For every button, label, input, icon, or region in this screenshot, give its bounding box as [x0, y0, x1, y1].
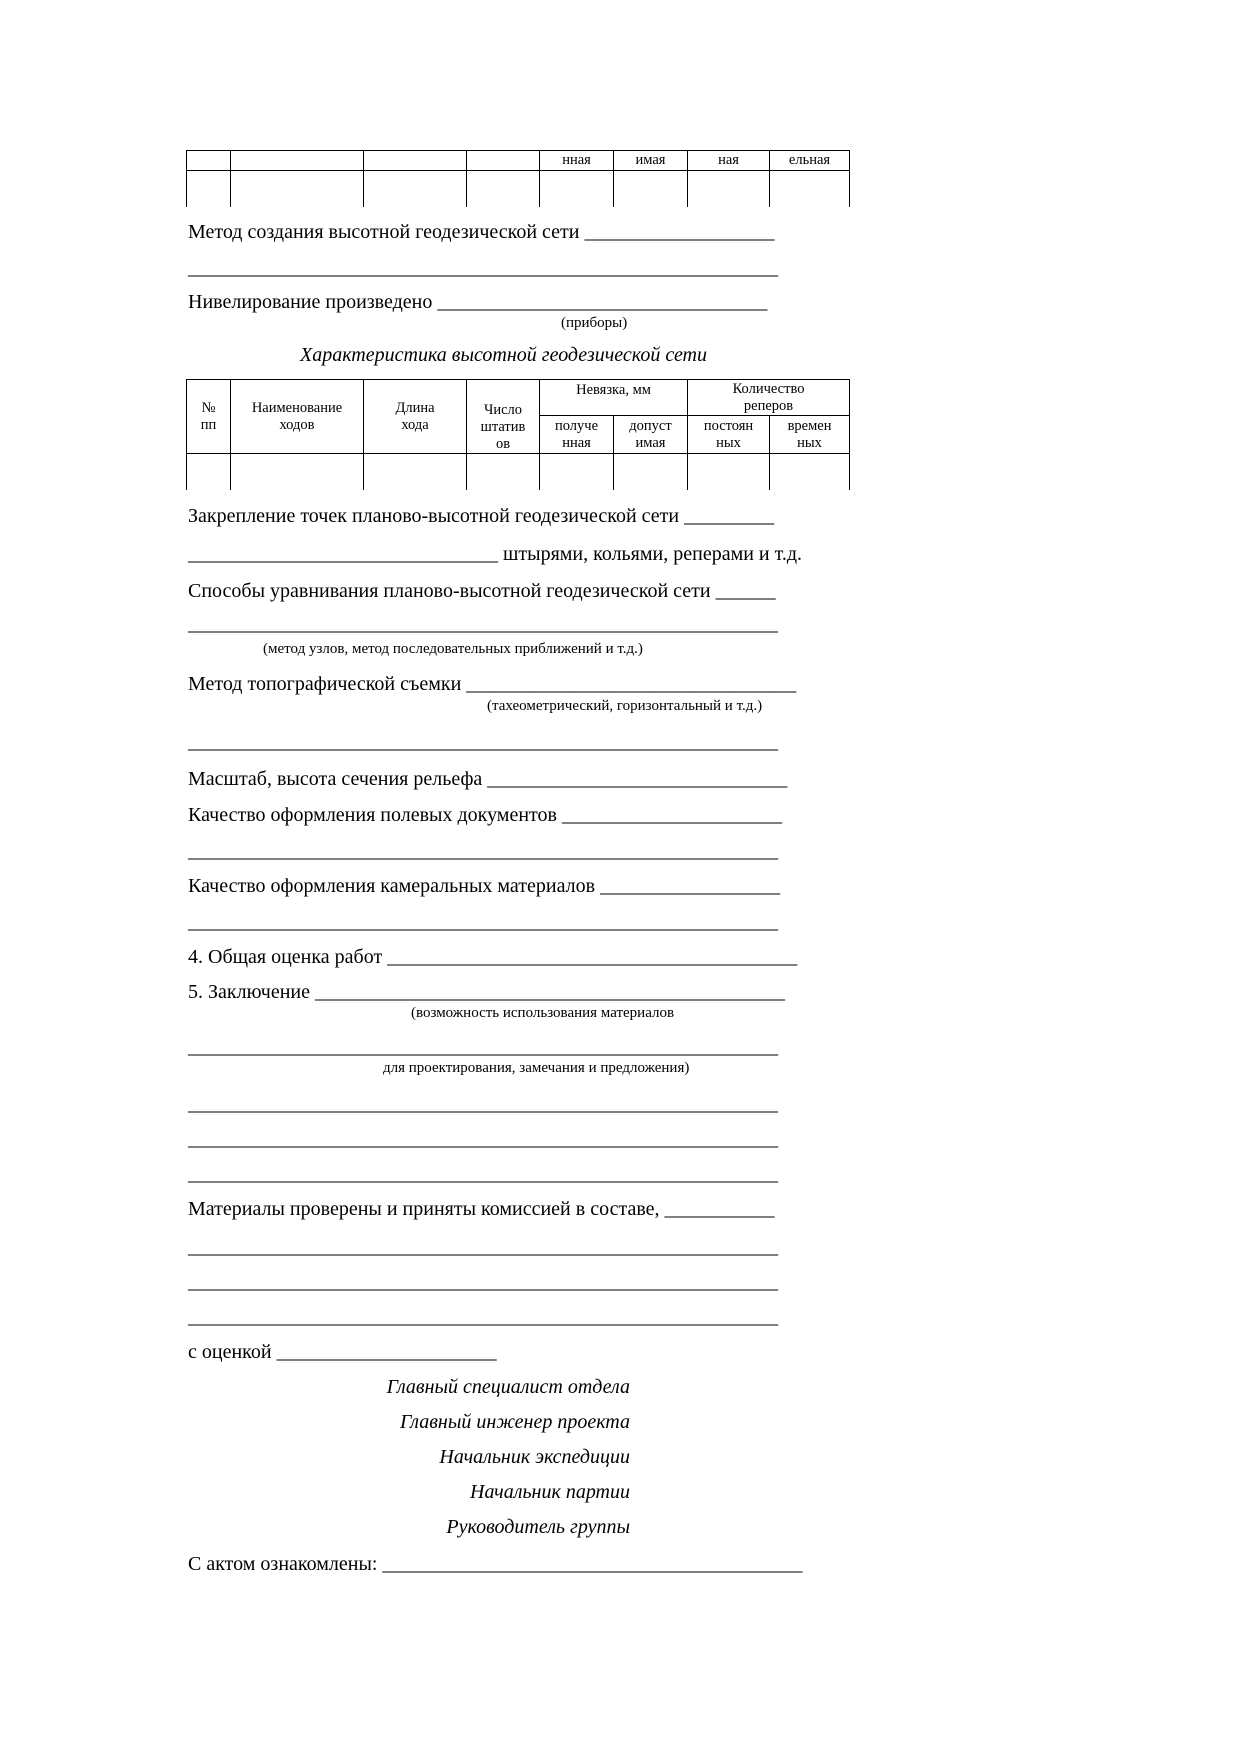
- adjust-methods-note: (метод узлов, метод последовательных приближений и т.д.): [263, 641, 643, 657]
- col-header-number: № пп: [187, 380, 231, 454]
- top-table-cell: [231, 151, 364, 171]
- table-cell-empty[interactable]: [187, 454, 231, 490]
- grade-field[interactable]: с оценкой ______________________: [188, 1341, 497, 1363]
- blank-line[interactable]: ___________________________________________________________: [188, 1163, 778, 1185]
- table-cell-empty[interactable]: [540, 454, 614, 490]
- table-cell-empty[interactable]: [467, 454, 540, 490]
- blank-line[interactable]: ___________________________________________________________: [188, 613, 778, 635]
- table-cell-empty[interactable]: [364, 171, 467, 207]
- blank-line[interactable]: ___________________________________________________________: [188, 1306, 778, 1328]
- table-empty-row: [187, 454, 850, 490]
- table-cell-empty[interactable]: [540, 171, 614, 207]
- adjust-methods-field[interactable]: Способы уравнивания планово-высотной геодезической сети ______: [188, 580, 776, 602]
- table-cell-empty[interactable]: [231, 454, 364, 490]
- fixing-points-field[interactable]: Закрепление точек планово-высотной геодезической сети _________: [188, 505, 775, 527]
- table-header-row-1: [187, 380, 850, 416]
- col-header-name: Наименование ходов: [231, 380, 364, 454]
- blank-line[interactable]: ___________________________________________________________: [188, 911, 778, 933]
- sub-header-allowed: допуст имая: [614, 416, 688, 454]
- section-title: Характеристика высотной геодезической сети: [300, 344, 708, 366]
- general-assessment-field[interactable]: 4. Общая оценка работ _________________________________________: [188, 946, 798, 968]
- office-materials-field[interactable]: Качество оформления камеральных материалов __________________: [188, 875, 781, 897]
- commission-field[interactable]: Материалы проверены и приняты комиссией в составе, ___________: [188, 1198, 775, 1220]
- table-cell-empty[interactable]: [770, 454, 850, 490]
- scale-field[interactable]: Масштаб, высота сечения рельефа ______________________________: [188, 768, 788, 790]
- signatory-group-leader: Руководитель группы: [446, 1516, 630, 1538]
- top-table-cell: [364, 151, 467, 171]
- blank-line[interactable]: ___________________________________________________________: [188, 840, 778, 862]
- blank-line[interactable]: ___________________________________________________________: [188, 1128, 778, 1150]
- top-table: [186, 150, 850, 207]
- blank-line[interactable]: ___________________________________________________________: [188, 1271, 778, 1293]
- leveling-note: (приборы): [561, 315, 628, 331]
- col-header-benchmarks: Количество реперов: [688, 380, 850, 416]
- table-cell-empty[interactable]: [688, 454, 770, 490]
- field-docs-field[interactable]: Качество оформления полевых документов ______________________: [188, 804, 782, 826]
- top-table-cell: нная: [540, 151, 614, 171]
- table-cell-empty[interactable]: [467, 171, 540, 207]
- signatory-party-head: Начальник партии: [470, 1481, 630, 1503]
- height-network-table: [186, 379, 850, 490]
- top-table-cell: имая: [614, 151, 688, 171]
- sub-header-obtained: получе нная: [540, 416, 614, 454]
- conclusion-note-1: (возможность использования материалов: [411, 1005, 675, 1021]
- top-table-cell: [187, 151, 231, 171]
- table-cell-empty[interactable]: [688, 171, 770, 207]
- sub-header-permanent: постоян ных: [688, 416, 770, 454]
- top-table-header-row: [187, 151, 850, 171]
- signatory-expedition-head: Начальник экспедиции: [439, 1446, 630, 1468]
- signatory-chief-specialist: Главный специалист отдела: [386, 1376, 630, 1398]
- blank-line[interactable]: ___________________________________________________________: [188, 257, 778, 279]
- blank-line[interactable]: ___________________________________________________________: [188, 1236, 778, 1258]
- col-header-length: Длина хода: [364, 380, 467, 454]
- topo-method-field[interactable]: Метод топографической съемки _________________________________: [188, 673, 797, 695]
- topo-method-note: (тахеометрический, горизонтальный и т.д.): [487, 698, 763, 714]
- method-high-field[interactable]: Метод создания высотной геодезической сети ___________________: [188, 221, 775, 243]
- table-cell-empty[interactable]: [614, 454, 688, 490]
- signatory-chief-engineer: Главный инженер проекта: [399, 1411, 630, 1433]
- fixing-points-field-2[interactable]: _______________________________ штырями, кольями, реперами и т.д.: [188, 543, 803, 565]
- leveling-field[interactable]: Нивелирование произведено _________________________________: [188, 291, 768, 313]
- acquainted-field[interactable]: С актом ознакомлены: __________________________________________: [188, 1553, 803, 1575]
- col-header-misclosure: Невязка, мм: [540, 380, 688, 416]
- top-table-cell: ная: [688, 151, 770, 171]
- table-cell-empty[interactable]: [364, 454, 467, 490]
- top-table-cell: [467, 151, 540, 171]
- table-cell-empty[interactable]: [231, 171, 364, 207]
- top-table-empty-row: [187, 171, 850, 207]
- sub-header-temporary: времен ных: [770, 416, 850, 454]
- blank-line[interactable]: ___________________________________________________________: [188, 1036, 778, 1058]
- top-table-cell: ельная: [770, 151, 850, 171]
- table-cell-empty[interactable]: [770, 171, 850, 207]
- blank-line[interactable]: ___________________________________________________________: [188, 731, 778, 753]
- conclusion-note-2: для проектирования, замечания и предложения): [383, 1060, 690, 1076]
- table-cell-empty[interactable]: [187, 171, 231, 207]
- table-cell-empty[interactable]: [614, 171, 688, 207]
- blank-line[interactable]: ___________________________________________________________: [188, 1093, 778, 1115]
- conclusion-field[interactable]: 5. Заключение _______________________________________________: [188, 981, 785, 1003]
- col-header-stations: Число штатив ов: [467, 380, 540, 454]
